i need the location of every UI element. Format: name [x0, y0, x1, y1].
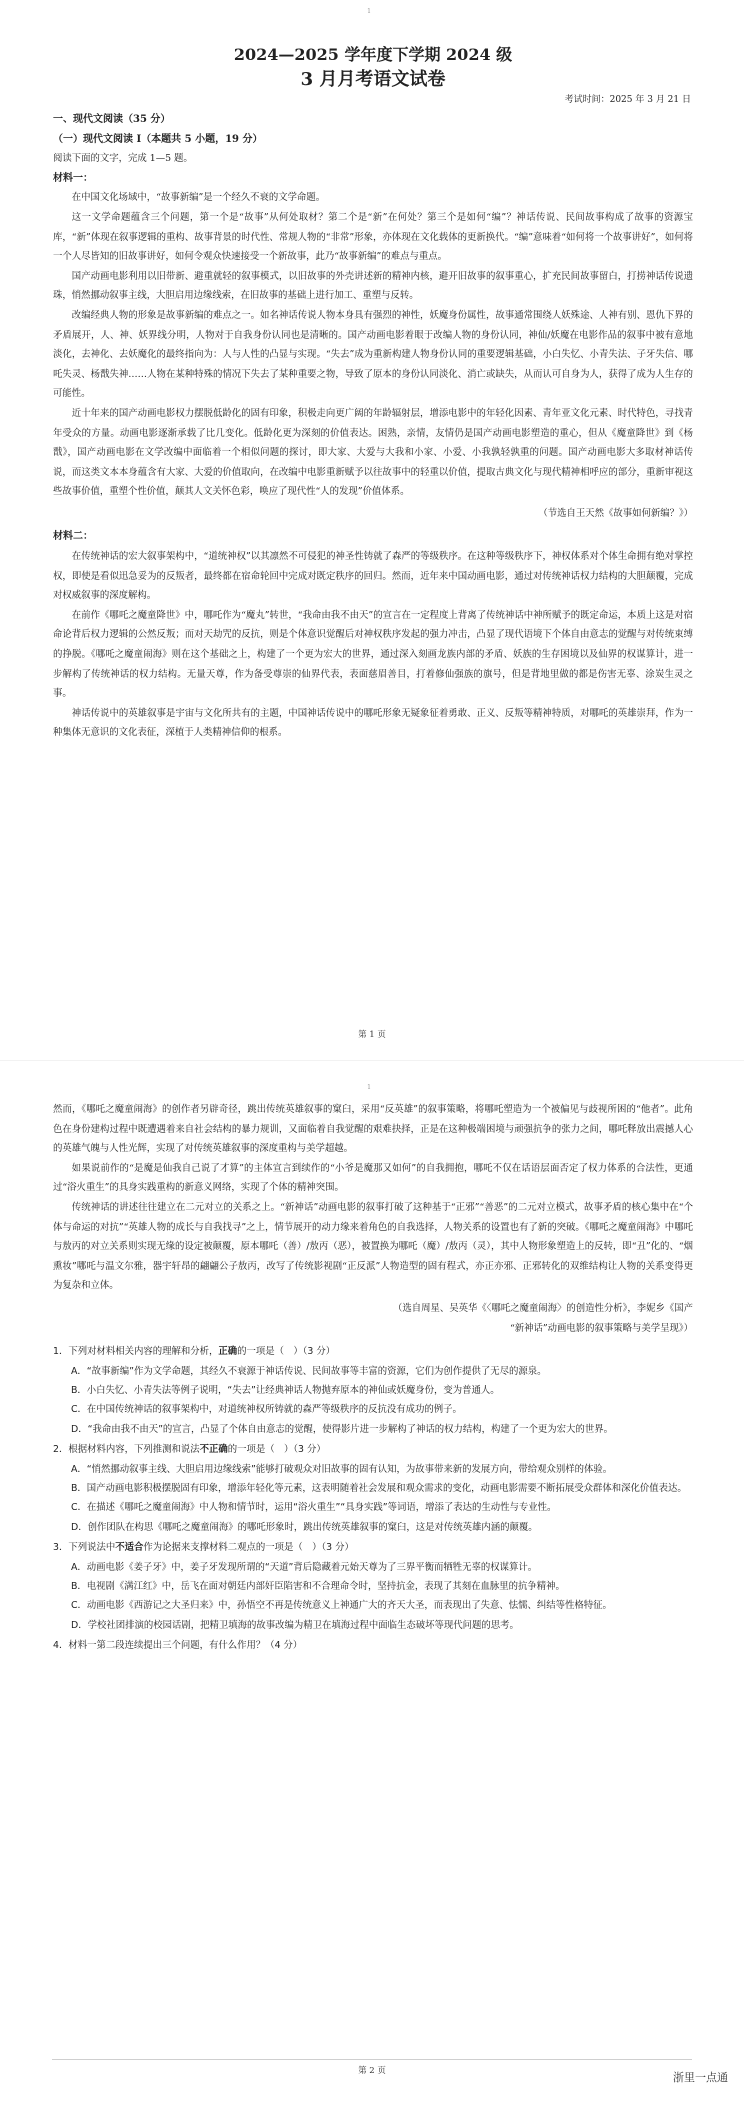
- question-option: B．国产动画电影积极摆脱固有印象，增添年轻化等元素，这表明随着社会发展和观众需求的变化，动画电影需要不断拓展受众群体和深化价值表达。: [71, 1482, 687, 1494]
- page-number: 第 2 页: [358, 2066, 386, 2076]
- exam-title-line1: 2024—2025 学年度下学期 2024 级: [233, 45, 513, 64]
- question-option: B．电视剧《满江红》中，岳飞在面对朝廷内部奸臣陷害和不合理命令时，坚持抗金，表现了其刻在血脉里的抗争精神。: [71, 1581, 565, 1592]
- exam-page-2: [0, 1080, 744, 2104]
- question-stem-text: 2．根据材料内容，下列推测和说法: [53, 1444, 200, 1456]
- question-option: D．学校社团排演的校园话剧，把精卫填海的故事改编为精卫在填海过程中面临生态破坏等现代问题的思考。: [71, 1619, 519, 1631]
- page-1-content: [53, 44, 693, 743]
- question-stem-text: 的一项是（ ）（3 分）: [227, 1444, 326, 1456]
- page-separator: [0, 1060, 744, 1061]
- material-1-paragraph: 国产动画电影利用以旧带新、避重就轻的叙事模式，以旧故事的外壳讲述新的精神内核，避开旧故事的叙事重心，扩充民间故事留白，打捞神话传说遗珠，悄然挪动叙事主线，大胆启用边缘线索，在旧故事的基础上进行加工、重塑与反转。: [53, 270, 693, 302]
- question-1-stem: [53, 1342, 693, 1361]
- question-option: C．在描述《哪吒之魔童闹海》中人物和情节时，运用“浴火重生”“具身实践”等词语，增添了表达的生动性与专业性。: [71, 1502, 557, 1514]
- reading-instruction: 阅读下面的文字，完成 1—5 题。: [53, 153, 193, 165]
- question-stem-text: 的一项是（ ）（3 分）: [237, 1346, 336, 1358]
- question-option: D．“我命由我不由天”的宣言，凸显了个体自由意志的觉醒，使得影片进一步解构了神话的权力结构，构建了一个更为宏大的世界。: [71, 1423, 613, 1435]
- question-4-stem: [53, 1636, 693, 1655]
- subsection-heading: （一）现代文阅读 I（本题共 5 小题，19 分）: [53, 133, 263, 145]
- question-option: A．“故事新编”作为文学命题，其经久不衰源于神话传说、民间故事等丰富的资源，它们为创作提供了无尽的源泉。: [71, 1365, 547, 1377]
- question-option: C．动画电影《西游记之大圣归来》中，孙悟空不再是传统意义上神通广大的齐天大圣，而表现出了失意、怯懦、纠结等性格特征。: [71, 1600, 612, 1612]
- question-option: D．创作团队在构思《哪吒之魔童闹海》的哪吒形象时，跳出传统英雄叙事的窠臼，这是对传统英雄内涵的颠覆。: [71, 1521, 538, 1533]
- question-stem-text: 作为论据来支撑材料二观点的一项是（ ）（3 分）: [143, 1542, 354, 1554]
- page-top-mark: 1: [367, 1084, 371, 1091]
- page-number: 第 1 页: [358, 1030, 386, 1040]
- question-stem-key: 不适合: [115, 1542, 144, 1554]
- section-heading: 一、现代文阅读（35 分）: [53, 114, 171, 125]
- question-option: A．动画电影《姜子牙》中，姜子牙发现所谓的“天道”背后隐藏着元始天尊为了三界平衡而牺牲无辜的权谋算计。: [71, 1561, 538, 1573]
- material-2-label: 材料二：: [53, 531, 93, 543]
- page-top-mark: 1: [367, 8, 371, 15]
- question-stem-text: 4．材料一第二段连续提出三个问题，有什么作用？（4 分）: [53, 1640, 303, 1652]
- material-2-continued-paragraph: 如果说前作的“是魔是仙我自己说了才算”的主体宣言到续作的“小爷是魔那又如何”的自我拥抱，哪吒不仅在话语层面否定了权力体系的合法性，更通过“浴火重生”的具身实践重构的新意义网络，实现了个体的精神突围。: [53, 1162, 693, 1194]
- material-2-continued-paragraph: 传统神话的讲述往往建立在二元对立的关系之上。“新神话”动画电影的叙事打破了这种基于“正邪”“善恶”的二元对立模式，故事矛盾的核心集中在“个体与命运的对抗”“英雄人物的成长与自我找寻”之上，情节展开的动力缘来着角色的自我选择，人物关系的设置也有了新的突破。《哪吒之魔童闹海》中哪吒与敖丙的对立关系则实现无缘的设定被颠覆，原本哪吒（善）/敖丙（恶），被置换为哪吒（魔）/敖丙（灵），其中人物形象塑造上的反转，即“丑”化的、“烟熏妆”哪吒与温文尔雅，器宇轩昂的翩翩公子敖丙，改写了传统影视剧“正反派”人物造型的固有程式，亦正亦邪、正邪转化的双维结构让人物的关系变得更为复杂和立体。: [53, 1201, 693, 1292]
- footer-rule: [52, 2059, 692, 2060]
- question-option: B．小白失忆、小青失法等例子说明，“失去”让经典神话人物抛弃原本的神仙或妖魔身份，变为普通人。: [71, 1384, 500, 1396]
- question-stem-key: 不正确: [199, 1444, 228, 1456]
- material-1-paragraph: 在中国文化场域中，“故事新编”是一个经久不衰的文学命题。: [71, 192, 326, 204]
- question-option: C．在中国传统神话的叙事架构中，对道统神权所铸就的森严等级秩序的反抗没有成功的例子。: [71, 1404, 462, 1416]
- material-2-continued-paragraph: 然而，《哪吒之魔童闹海》的创作者另辟奇径，跳出传统英雄叙事的窠臼，采用“反英雄”的叙事策略，将哪吒塑造为一个被偏见与歧视所困的“他者”。此角色在身份建构过程中既遭遇着来自社会结构的暴力规训，又面临着自我觉醒的艰难抉择，正是在这种极端困境与顽强抗争的张力之间，哪吒释放出震撼人心的英雄气魄与人性光辉，实现了对传统英雄叙事的深度重构与美学超越。: [53, 1104, 693, 1155]
- question-stem-text: 1．下列对材料相关内容的理解和分析，: [53, 1346, 219, 1358]
- material-2-paragraph: 神话传说中的英雄叙事是宇宙与文化所共有的主题，中国神话传说中的哪吒形象无疑象征着勇敢、正义、反叛等精神特质，对哪吒的英雄崇拜，作为一种集体无意识的文化表征，深植于人类精神信仰的根系。: [53, 707, 693, 739]
- exam-title-line2: 3 月月考语文试卷: [300, 69, 446, 90]
- material-2-source-line1: （选自周星、吴英华《〈哪吒之魔童闹海〉的创造性分析》，李妮乡《国产: [393, 1302, 693, 1314]
- page-2-content: [53, 1100, 693, 1656]
- material-2-paragraph: 在传统神话的宏大叙事架构中，“道统神权”以其凛然不可侵犯的神圣性铸就了森严的等级秩序。在这种等级秩序下，神权体系对个体生命拥有绝对掌控权，即使是看似迅急妥为的反叛者，最终都在宿命轮回中完成对既定秩序的回归。然而，近年来中国动画电影，通过对传统神话权力结构的大胆颠覆，完成对权威叙事的深度解构。: [53, 551, 693, 602]
- watermark-text: 浙里一点通: [673, 2071, 728, 2084]
- material-1-paragraph: 近十年来的国产动画电影权力摆脱低龄化的固有印象，积极走向更广阔的年龄辐射层，增添电影中的年轻化因素、青年亚文化元素、时代特色，寻找青年受众的方量。动画电影逐渐承载了比几变化。低龄化更为深刻的价值表达。困熟，亲情，友情仍是国产动画电影塑造的重心，但从《魔童降世》到《杨戬》，国产动画电影在文学改编中面临着一个相似问题的探讨，即大家、大爱与大我和小家、小爱、小我孰轻孰重的问题。国产动画电影大多取材神话传说，而这类文本本身蕴含有大家、大爱的价值取向，在改编中电影重新赋予以往故事中的轻重以价值，提取古典文化与现代精神相呼应的部分，重新审视这些故事价值，重塑个性价值，颠其人文关怀色彩，唤应了现代性“人的发现”价值体系。: [53, 407, 693, 498]
- question-stem-key: 正确: [218, 1346, 238, 1358]
- material-1-paragraph: 这一文学命题蕴含三个问题，第一个是“故事”从何处取材？第二个是“新”在何处？第三个是如何“编”？神话传说、民间故事构成了故事的资源宝库，“新”体现在叙事逻辑的重构、故事背景的时代性、常规人物的“非常”形象，亦体现在文化载体的更新换代。“编”意味着“如何将一个故事讲好”，如何将一个人尽皆知的旧故事讲好，如何令观众快速接受一个新故事，此乃“故事新编”的难点与重点。: [53, 211, 693, 263]
- material-2-paragraph: 在前作《哪吒之魔童降世》中，哪吒作为“魔丸”转世，“我命由我不由天”的宣言在一定程度上背离了传统神话中神所赋予的既定命运，本质上这是对宿命论背后权力逻辑的公然反叛；而对天劫咒的反抗，则是个体意识觉醒后对神权秩序发起的强力冲击，凸显了现代语境下个体自由意志的觉醒与对传统束缚的挣脱。《哪吒之魔童闹海》则在这个基础之上，构建了一个更为宏大的世界，通过深入刻画龙族内部的矛盾、妖族的生存困境以及仙界的权谋算计，进一步解构了传统神话的权力结构。无量天尊，作为备受尊崇的仙界代表，表面慈眉善目，打着修仙强族的旗号，但是背地里做的都是伤害无辜、涂炭生灵之事。: [53, 609, 693, 700]
- material-2-source-line2: “新神话”动画电影的叙事策略与美学呈现》）: [509, 1322, 693, 1334]
- question-stem-text: 3．下列说法中: [53, 1542, 116, 1554]
- exam-time: 考试时间：2025 年 3 月 21 日: [564, 95, 691, 105]
- question-option: A．“悄然挪动叙事主线、大胆启用边缘线索”能够打破观众对旧故事的固有认知，为故事带来新的发展方向，带给观众别样的体验。: [71, 1463, 613, 1475]
- material-1-label: 材料一：: [53, 172, 93, 184]
- question-3-stem: [53, 1538, 693, 1557]
- question-2-stem: [53, 1440, 693, 1459]
- material-1-source: （节选自王天然《故事如何新编？》）: [538, 507, 693, 519]
- material-1-paragraph: 改编经典人物的形象是故事新编的难点之一。如名神话传说人物本身具有强烈的神性，妖魔身份属性，故事通常围绕人妖殊途、人神有别、恩仇下界的矛盾展开，人、神、妖界线分明，人物对于自我身份认同也是清晰的。国产动画电影着眼于改编人物的身份认同，神仙/妖魔在电影作品的叙事中被有意地淡化，去神化、去妖魔化的最终指向为：人与人性的凸显与实现。“失去”成为重新构建人物身份认同的重要逻辑基础，小白失忆、小青失法、子牙失信、哪吒失灵、杨戬失神……人物在某种特殊的情况下失去了某种重要之物，导致了原本的身份认同淡化、消亡或缺失，从而认可自身为人，获得了成为人生存的可能性。: [53, 309, 693, 400]
